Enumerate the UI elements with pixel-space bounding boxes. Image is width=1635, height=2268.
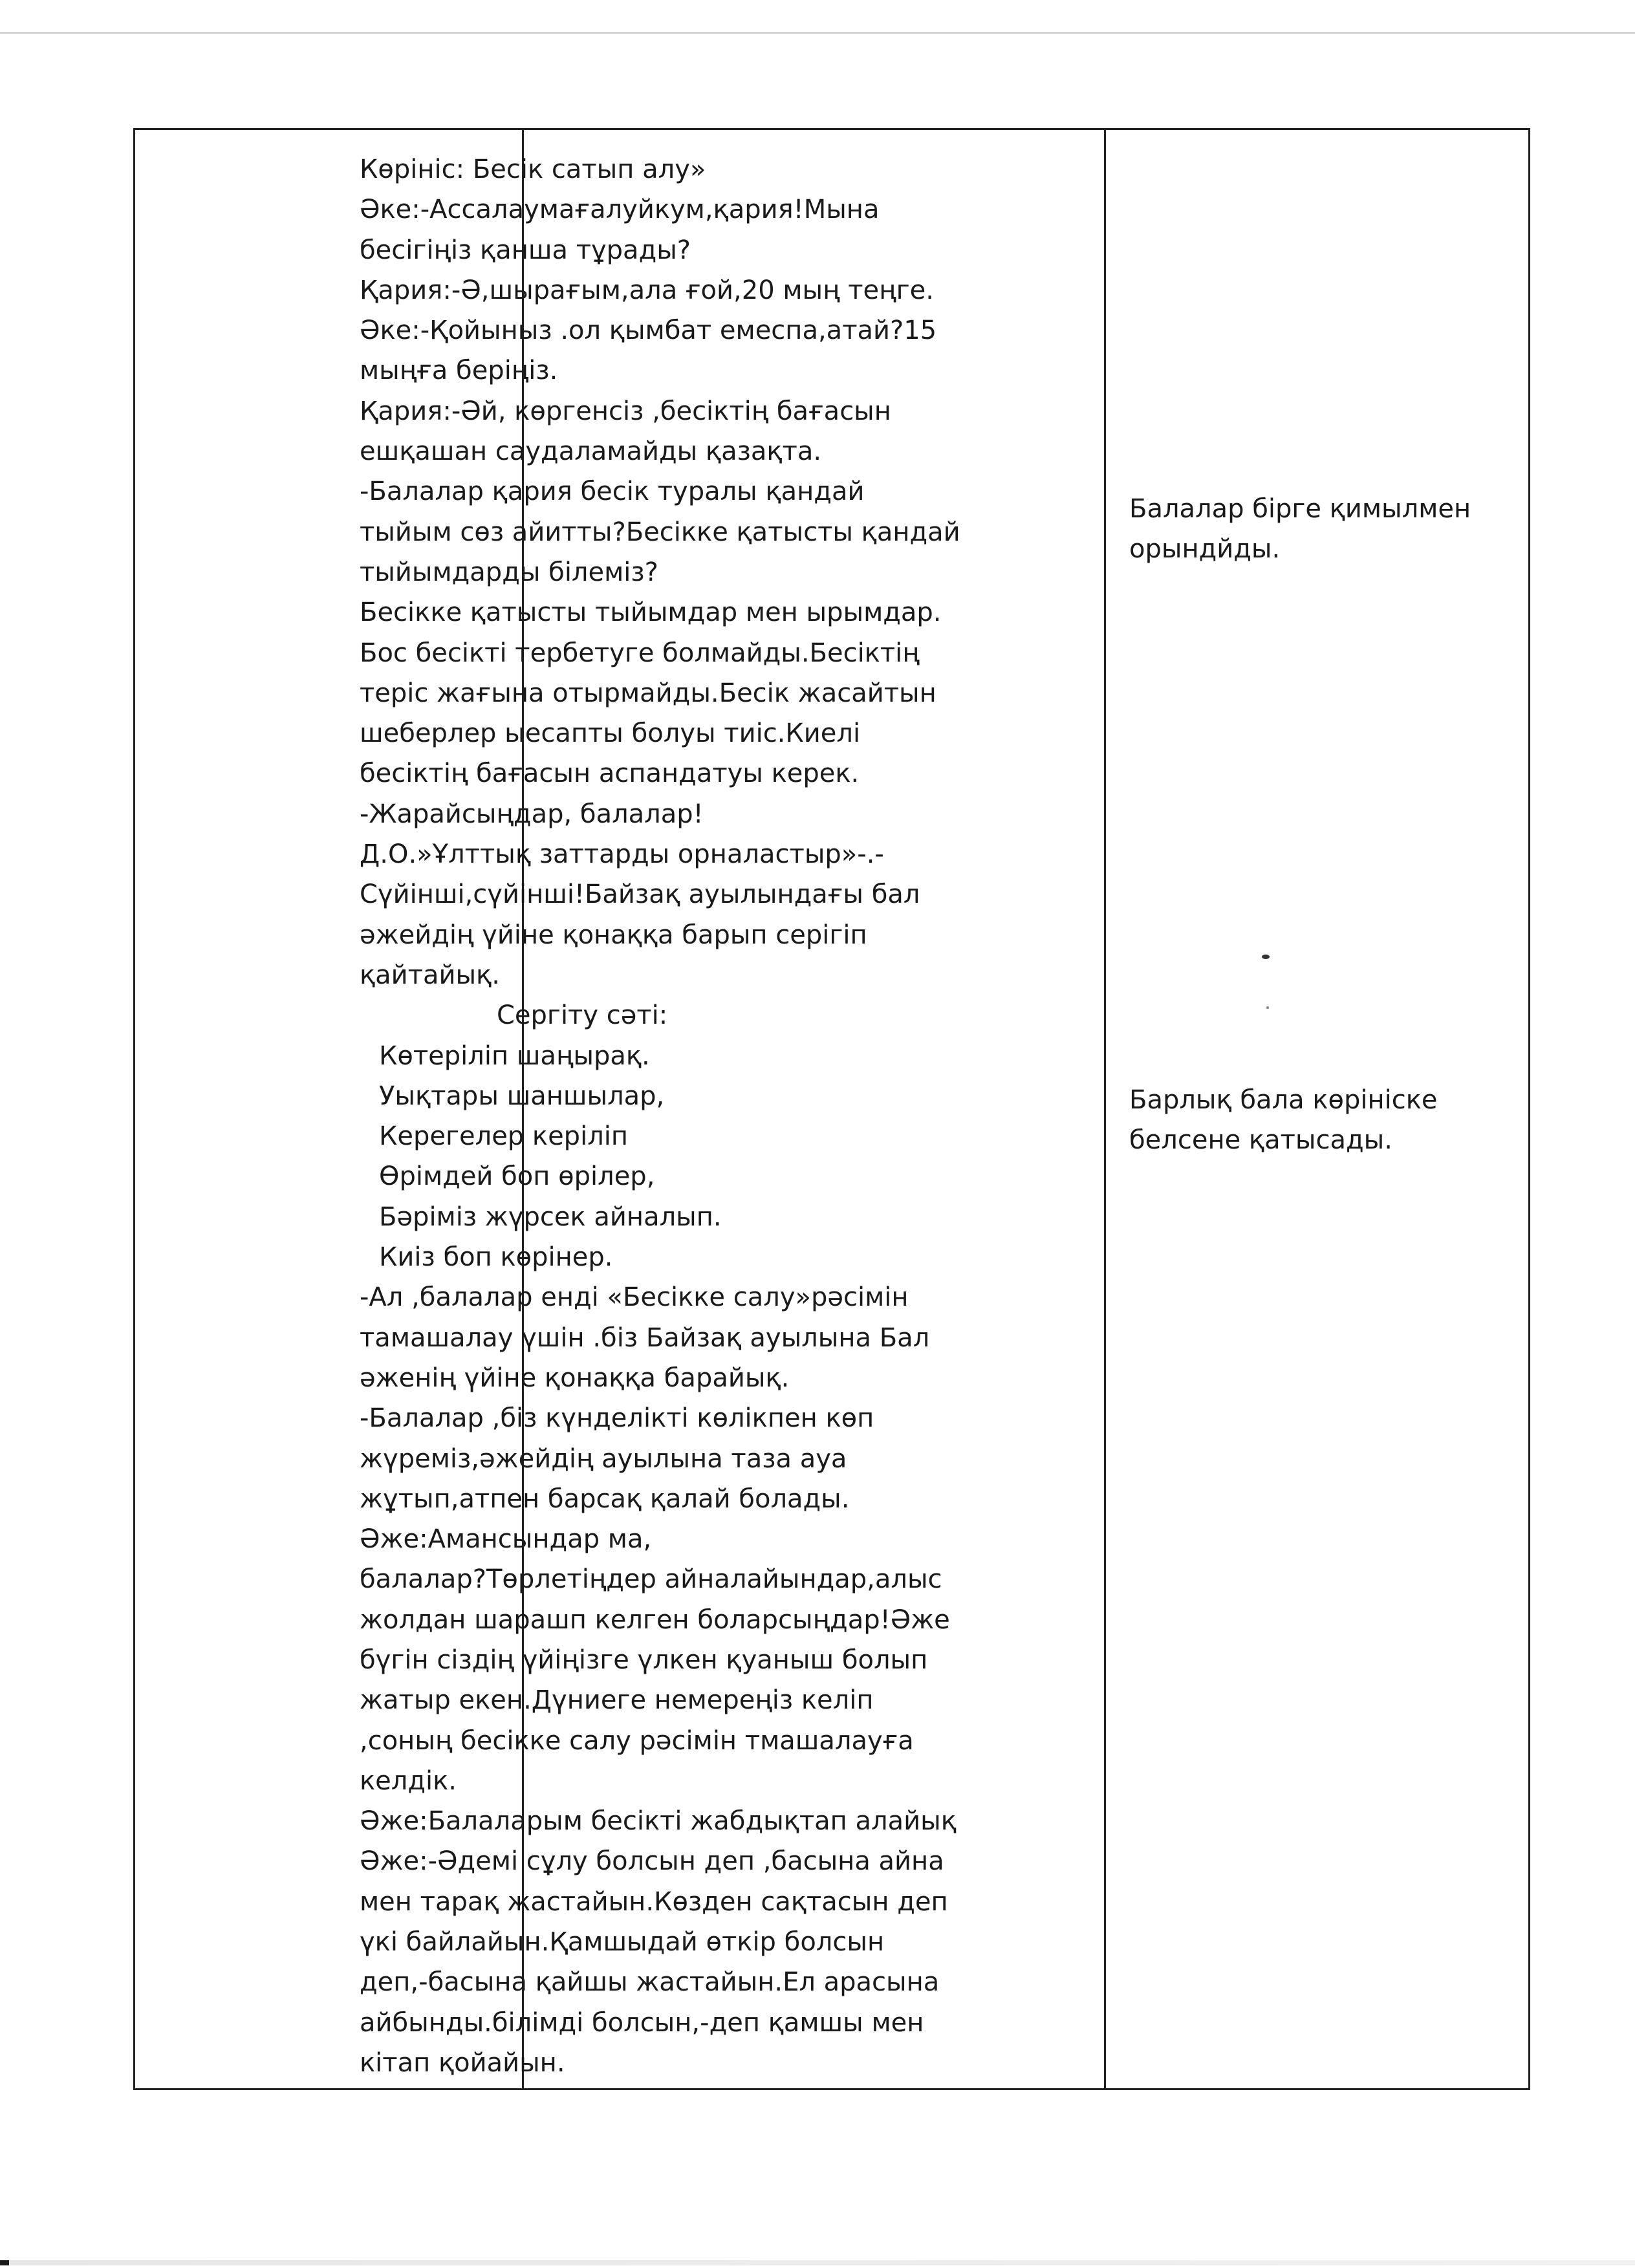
- text-line: кітап қойайын.: [360, 2047, 565, 2078]
- text-line: Әже:-Әдемі сұлу болсын деп ,басына айна: [360, 1846, 944, 1877]
- note-line: Барлық бала көрініске: [1129, 1085, 1438, 1115]
- children-activity-note: [1129, 1080, 1517, 1160]
- text-line: шеберлер ыесапты болуы тиіс.Киелі: [360, 718, 861, 749]
- text-line: балалар?Төрлетіңдер айналайындар,алыс: [360, 1564, 942, 1595]
- text-line: Әже:Балаларым бесікті жабдықтап алайық: [360, 1806, 957, 1837]
- poem-line: Киіз боп көрінер.: [379, 1242, 613, 1273]
- note-line: Балалар бірге қимылмен: [1129, 494, 1471, 524]
- poem-line: Көтеріліп шаңырақ.: [379, 1041, 650, 1071]
- text-line: тамашалау үшін .біз Байзақ ауылына Бал: [360, 1323, 930, 1353]
- text-line: -Балалар ,біз күнделікті көлікпен көп: [360, 1403, 874, 1434]
- text-line: тыйымдарды білеміз?: [360, 557, 658, 587]
- text-line: ешқашан саудаламайды қазақта.: [360, 437, 822, 467]
- text-line: Әже:Амансындар ма,: [360, 1524, 652, 1555]
- text-line: бүгін сіздің үйіңізге үлкен қуаныш болып: [360, 1645, 928, 1675]
- poem-block: [360, 995, 1123, 1277]
- text-line: жатыр екен.Дүниеге немереңіз келіп: [360, 1685, 874, 1716]
- scan-edge-line: [0, 32, 1635, 34]
- text-line: айбынды.білімді болсын,-деп қамшы мен: [360, 2007, 924, 2038]
- poem-line: Бәріміз жүрсек айналып.: [379, 1202, 722, 1232]
- text-line: мыңға беріңіз.: [360, 356, 558, 386]
- dialogue-block: [360, 149, 1123, 995]
- text-line: Бос бесікті тербетуге болмайды.Бесіктің: [360, 638, 920, 668]
- text-line: бесігіңіз қанша тұрады?: [360, 235, 691, 265]
- text-line: әжейдің үйіне қонаққа барып серігіп: [360, 920, 867, 950]
- poem-line: Керегелер керіліп: [379, 1121, 629, 1152]
- text-line: деп,-басына қайшы жастайын.Ел арасына: [360, 1967, 940, 1998]
- poem-title: Сергіту сәті:: [497, 1000, 668, 1031]
- text-line: -Ал ,балалар енді «Бесікке салу»рәсімін: [360, 1282, 909, 1313]
- text-line: жолдан шарашп келген боларсыңдар!Әже: [360, 1604, 950, 1635]
- text-line: Қария:-Ә,шырағым,ала ғой,20 мың теңге.: [360, 275, 934, 305]
- text-line: үкі байлайын.Қамшыдай өткір болсын: [360, 1927, 885, 1958]
- text-line: қайтайық.: [360, 960, 500, 990]
- scan-speck: [1266, 1006, 1269, 1009]
- scan-edge-line: [0, 2260, 1635, 2265]
- text-line: Әке:-Ассалаумағалуйкум,қария!Мына: [360, 195, 880, 225]
- text-line: Сүйінші,сүйінші!Байзақ ауылындағы бал: [360, 880, 920, 910]
- text-line: Бесікке қатысты тыйымдар мен ырымдар.: [360, 598, 942, 628]
- text-line: Әке:-Қойыныз .ол қымбат емеспа,атай?15: [360, 316, 937, 346]
- ceremony-block: [360, 1277, 1123, 2083]
- text-line: -Балалар қария бесік туралы қандай: [360, 477, 865, 507]
- text-line: жүреміз,әжейдің ауылына таза ауа: [360, 1443, 847, 1474]
- text-line: Қария:-Әй, көргенсіз ,бесіктің бағасын: [360, 396, 891, 426]
- poem-line: Өрімдей боп өрілер,: [379, 1161, 655, 1192]
- text-line: жұтып,атпен барсақ қалай болады.: [360, 1484, 850, 1514]
- text-line: тыйым сөз айитты?Бесікке қатысты қандай: [360, 517, 960, 547]
- text-line: әженің үйіне қонаққа барайық.: [360, 1363, 790, 1393]
- activity-content-column: [360, 149, 1123, 2083]
- text-line: Д.О.»Ұлттық заттарды орналастыр»-.-: [360, 839, 884, 870]
- poem-line: Уықтары шаншылар,: [379, 1081, 665, 1111]
- text-line: мен тарақ жастайын.Көзден сақтасын деп: [360, 1886, 948, 1917]
- text-line: теріс жағына отырмайды.Бесік жасайтын: [360, 678, 937, 708]
- text-line: ,соның бесікке салу рәсімін тмашалауға: [360, 1725, 914, 1756]
- note-line: белсене қатысады.: [1129, 1125, 1392, 1155]
- text-line: Көрініс: Бесік сатып алу»: [360, 155, 706, 184]
- text-line: -Жарайсыңдар, балалар!: [360, 799, 704, 829]
- note-line: орындйды.: [1129, 534, 1281, 564]
- text-line: келдік.: [360, 1766, 457, 1796]
- scan-speck: [1262, 955, 1270, 959]
- text-line: бесіктің бағасын аспандатуы керек.: [360, 759, 860, 789]
- children-activity-note: [1129, 489, 1517, 569]
